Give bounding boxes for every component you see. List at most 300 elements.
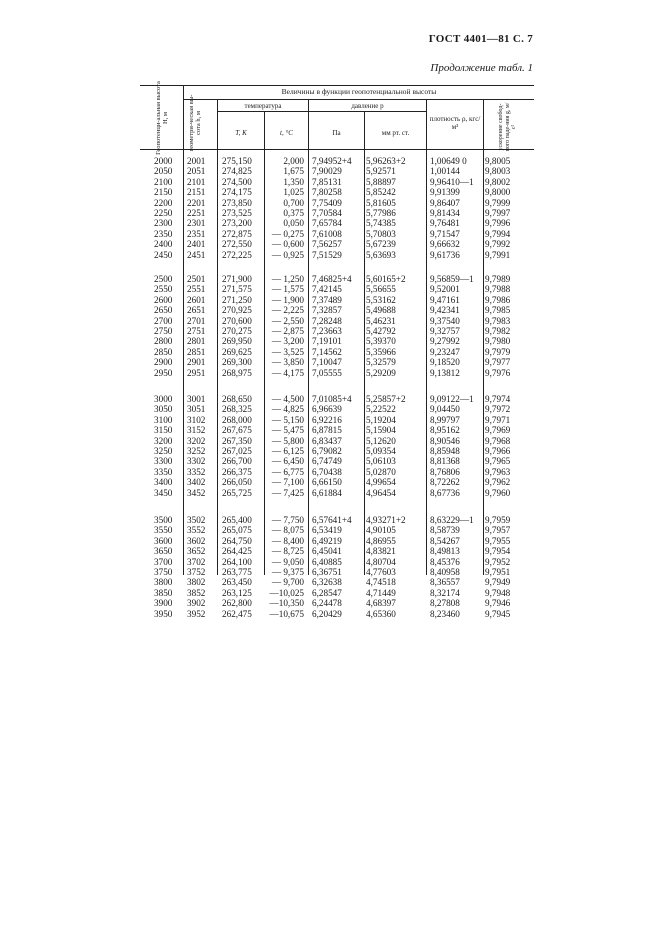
table-row — [140, 218, 534, 228]
temperature-c-cell: — 8,075 — [271, 525, 304, 536]
density-cell: 9,91399 — [430, 187, 460, 198]
geopotential-height-cell: 2100 — [154, 176, 173, 187]
temperature-c-cell: — 3,200 — [271, 336, 304, 347]
temperature-k-cell: 267,675 — [222, 425, 252, 436]
density-cell: 8,85948 — [430, 445, 460, 456]
gravity-cell: 9,7954 — [485, 546, 511, 557]
gravity-cell: 9,7991 — [485, 249, 511, 260]
temperature-c-cell: — 3,525 — [271, 346, 304, 357]
gravity-cell: 9,7960 — [485, 487, 511, 498]
temperature-c-cell: — 2,225 — [271, 305, 304, 316]
table-row — [140, 229, 534, 239]
temperature-k-cell: 263,450 — [222, 577, 252, 588]
pressure-mmhg-cell: 4,93271+2 — [366, 515, 406, 525]
temperature-k-cell: 274,500 — [222, 176, 252, 187]
geometric-height-cell: 2351 — [187, 228, 206, 239]
geometric-height-cell: 3152 — [187, 425, 206, 436]
temperature-k-cell: 272,875 — [222, 228, 252, 239]
gravity-cell: 9,7962 — [485, 477, 511, 488]
pressure-header: давление p — [351, 102, 384, 110]
temperature-c-cell: — 6,775 — [271, 466, 304, 477]
temperature-k-cell: 274,175 — [222, 187, 252, 198]
pressure-pa-cell: 6,66150 — [312, 477, 342, 488]
density-cell: 8,49813 — [430, 546, 460, 557]
pressure-pa-cell: 7,61008 — [312, 228, 342, 239]
pressure-pa-cell: 6,92216 — [312, 414, 342, 425]
gravity-cell: 9,7959 — [485, 515, 511, 525]
pressure-pa-cell: 7,65784 — [312, 218, 342, 229]
pressure-mmhg-cell: 5,49688 — [366, 305, 396, 316]
geopotential-height-cell: 3550 — [154, 525, 173, 536]
temperature-c-cell: — 0,600 — [271, 239, 304, 250]
table-row — [140, 598, 534, 608]
temperature-k-cell: 263,125 — [222, 587, 252, 598]
temperature-c-cell: — 8,400 — [271, 535, 304, 546]
gravity-cell: 9,7946 — [485, 598, 511, 609]
geopotential-height-cell: 3000 — [154, 394, 173, 404]
pressure-mmhg-cell: 5,92571 — [366, 166, 396, 177]
pressure-pa-cell: 7,90029 — [312, 166, 342, 177]
table-row — [140, 577, 534, 587]
geopotential-height-cell: 2700 — [154, 315, 173, 326]
gravity-cell: 9,7957 — [485, 525, 511, 536]
density-cell: 8,99797 — [430, 414, 460, 425]
geopotential-height-cell: 3900 — [154, 598, 173, 609]
table-row — [140, 609, 534, 619]
pressure-pa-cell: 6,87815 — [312, 425, 342, 436]
temperature-c-cell: — 2,550 — [271, 315, 304, 326]
pressure-mmhg-cell: 4,68397 — [366, 598, 396, 609]
geopotential-height-cell: 2800 — [154, 336, 173, 347]
pressure-pa-cell: 7,32857 — [312, 305, 342, 316]
table-row — [140, 588, 534, 598]
table-row — [140, 156, 534, 166]
geopotential-height-cell: 2000 — [154, 156, 173, 166]
gravity-cell: 9,7951 — [485, 566, 511, 577]
geometric-height-cell: 2851 — [187, 346, 206, 357]
gravity-cell: 9,7983 — [485, 315, 511, 326]
temperature-k-cell: 269,625 — [222, 346, 252, 357]
geometric-height-cell: 3402 — [187, 477, 206, 488]
geometric-height-cell: 3602 — [187, 535, 206, 546]
table-top-rule — [140, 85, 534, 86]
geometric-height-cell: 3252 — [187, 445, 206, 456]
geopotential-height-cell: 3800 — [154, 577, 173, 588]
temperature-k-cell: 273,850 — [222, 197, 252, 208]
pressure-mmhg-cell: 5,96263+2 — [366, 156, 406, 166]
row-group — [140, 394, 534, 498]
gravity-cell: 9,7952 — [485, 556, 511, 567]
geopotential-height-cell: 2150 — [154, 187, 173, 198]
density-cell: 9,27992 — [430, 336, 460, 347]
pressure-mmhg-cell: 5,60165+2 — [366, 274, 406, 284]
gravity-cell: 9,7977 — [485, 357, 511, 368]
pressure-pa-cell: 7,80258 — [312, 187, 342, 198]
density-cell: 8,27808 — [430, 598, 460, 609]
pressure-pa-cell: 6,74749 — [312, 456, 342, 467]
temperature-k-cell: 267,350 — [222, 435, 252, 446]
pressure-mmhg-cell: 5,25857+2 — [366, 394, 406, 404]
pressure-mmhg-cell: 5,09354 — [366, 445, 396, 456]
geometric-height-cell: 3652 — [187, 546, 206, 557]
temperature-c-cell: — 3,850 — [271, 357, 304, 368]
temperature-c-cell: 1,675 — [283, 166, 304, 177]
pressure-mmhg-cell: 5,35966 — [366, 346, 396, 357]
pressure-mmhg-cell: 4,65360 — [366, 608, 396, 619]
temperature-c-cell: — 7,100 — [271, 477, 304, 488]
geometric-height-cell: 3502 — [187, 515, 206, 525]
density-cell: 8,76806 — [430, 466, 460, 477]
density-cell: 9,23247 — [430, 346, 460, 357]
pressure-mmhg-cell: 4,96454 — [366, 487, 396, 498]
geometric-height-cell: 3302 — [187, 456, 206, 467]
temperature-c-cell: — 8,725 — [271, 546, 304, 557]
temperature-k-cell: 264,750 — [222, 535, 252, 546]
mm-header: мм рт. ст. — [381, 129, 410, 137]
geopotential-height-cell: 2400 — [154, 239, 173, 250]
pressure-mmhg-cell: 5,88897 — [366, 176, 396, 187]
pressure-mmhg-cell: 5,15904 — [366, 425, 396, 436]
temperature-k-cell: 266,375 — [222, 466, 252, 477]
gravity-cell: 9,7974 — [485, 394, 511, 404]
pressure-pa-cell: 6,53419 — [312, 525, 342, 536]
temperature-c-cell: — 2,875 — [271, 325, 304, 336]
table-row — [140, 295, 534, 305]
geometric-height-cell: 2451 — [187, 249, 206, 260]
table-row — [140, 536, 534, 546]
temperature-k-cell: 268,000 — [222, 414, 252, 425]
geopotential-height-cell: 2650 — [154, 305, 173, 316]
geopotential-height-cell: 2600 — [154, 294, 173, 305]
temperature-k-cell: 269,300 — [222, 357, 252, 368]
table-row — [140, 525, 534, 535]
density-cell: 9,61736 — [430, 249, 460, 260]
density-cell: 9,47161 — [430, 294, 460, 305]
temperature-k-cell: 264,100 — [222, 556, 252, 567]
pressure-mmhg-cell: 4,99654 — [366, 477, 396, 488]
density-cell: 9,81434 — [430, 207, 460, 218]
pressure-pa-cell: 7,75409 — [312, 197, 342, 208]
geopotential-height-cell: 2450 — [154, 249, 173, 260]
row-group — [140, 274, 534, 378]
gravity-cell: 9,8005 — [485, 156, 511, 166]
geometric-height-cell: 2751 — [187, 325, 206, 336]
geopotential-height-cell: 3500 — [154, 515, 173, 525]
table-row — [140, 208, 534, 218]
geometric-height-cell: 3702 — [187, 556, 206, 567]
temperature-k-cell: 262,800 — [222, 598, 252, 609]
temperature-c-cell: 0,375 — [283, 207, 304, 218]
geopotential-height-cell: 2900 — [154, 357, 173, 368]
table-row — [140, 326, 534, 336]
pressure-mmhg-cell: 4,90105 — [366, 525, 396, 536]
density-cell: 8,81368 — [430, 456, 460, 467]
density-cell: 9,32757 — [430, 325, 460, 336]
row-group — [140, 156, 534, 260]
geopotential-height-cell: 3350 — [154, 466, 173, 477]
table-row — [140, 357, 534, 367]
geometric-height-cell: 3802 — [187, 577, 206, 588]
geometric-height-cell: 3001 — [187, 394, 206, 404]
density-cell: 1,00649 0 — [430, 156, 467, 166]
gravity-cell: 9,7986 — [485, 294, 511, 305]
geometric-height-cell: 2301 — [187, 218, 206, 229]
pressure-mmhg-cell: 5,42792 — [366, 325, 396, 336]
pressure-mmhg-cell: 5,39370 — [366, 336, 396, 347]
geopotential-height-cell: 2250 — [154, 207, 173, 218]
pressure-pa-cell: 7,19101 — [312, 336, 342, 347]
pressure-mmhg-cell: 4,77603 — [366, 566, 396, 577]
gravity-cell: 9,8003 — [485, 166, 511, 177]
geopotential-height-cell: 3850 — [154, 587, 173, 598]
temperature-k-cell: 266,700 — [222, 456, 252, 467]
atmosphere-table — [140, 81, 534, 619]
density-cell: 8,67736 — [430, 487, 460, 498]
temperature-c-cell: — 9,050 — [271, 556, 304, 567]
table-row — [140, 177, 534, 187]
pressure-mmhg-cell: 4,80704 — [366, 556, 396, 567]
geometric-height-cell: 2901 — [187, 357, 206, 368]
geopotential-height-cell: 3600 — [154, 535, 173, 546]
pressure-pa-cell: 6,79082 — [312, 445, 342, 456]
geopotential-height-cell: 3400 — [154, 477, 173, 488]
pressure-mmhg-cell: 5,53162 — [366, 294, 396, 305]
table-row — [140, 198, 534, 208]
geopotential-height-cell: 3650 — [154, 546, 173, 557]
pressure-mmhg-cell: 5,67239 — [366, 239, 396, 250]
temperature-c-cell: 0,050 — [283, 218, 304, 229]
density-header: плотность ρ, кгс/м³ — [429, 115, 481, 131]
pressure-pa-cell: 6,83437 — [312, 435, 342, 446]
temperature-k-cell: 271,250 — [222, 294, 252, 305]
density-cell: 8,40958 — [430, 566, 460, 577]
temperature-k-cell: 270,925 — [222, 305, 252, 316]
geometric-height-cell: 2401 — [187, 239, 206, 250]
temperature-c-cell: 1,350 — [283, 176, 304, 187]
temperature-c-cell: — 5,475 — [271, 425, 304, 436]
temperature-k-cell: 269,950 — [222, 336, 252, 347]
table-row — [140, 404, 534, 414]
geopotential-height-cell: 2750 — [154, 325, 173, 336]
gravity-cell: 9,7949 — [485, 577, 511, 588]
pa-header: Па — [332, 129, 341, 137]
table-row — [140, 347, 534, 357]
gravity-cell: 9,7989 — [485, 274, 511, 284]
gravity-cell: 9,7965 — [485, 456, 511, 467]
geometric-height-cell: 2001 — [187, 156, 206, 166]
temperature-c-cell: — 4,175 — [271, 367, 304, 378]
t-header: t, °C — [280, 129, 293, 137]
density-cell: 9,71547 — [430, 228, 460, 239]
temperature-c-cell: — 6,125 — [271, 445, 304, 456]
geometric-height-cell: 3902 — [187, 598, 206, 609]
gravity-cell: 9,7963 — [485, 466, 511, 477]
row-group — [140, 515, 534, 619]
geopotential-height-cell: 3150 — [154, 425, 173, 436]
pressure-pa-cell: 7,85131 — [312, 176, 342, 187]
pressure-mmhg-cell: 5,81605 — [366, 197, 396, 208]
pressure-pa-cell: 7,37489 — [312, 294, 342, 305]
temperature-c-cell: — 9,375 — [271, 566, 304, 577]
table-continuation-label: Продолжение табл. 1 — [430, 62, 533, 74]
temperature-c-cell: — 1,575 — [271, 284, 304, 295]
table-row — [140, 274, 534, 284]
temperature-c-cell: — 5,800 — [271, 435, 304, 446]
temperature-c-cell: — 4,825 — [271, 404, 304, 415]
pressure-pa-cell: 7,01085+4 — [312, 394, 352, 404]
density-cell: 8,58739 — [430, 525, 460, 536]
geometric-height-cell: 2251 — [187, 207, 206, 218]
gravity-cell: 9,7969 — [485, 425, 511, 436]
temperature-k-cell: 264,425 — [222, 546, 252, 557]
table-row — [140, 336, 534, 346]
table-row — [140, 425, 534, 435]
geopotential-height-cell: 3950 — [154, 608, 173, 619]
gravity-cell: 9,7979 — [485, 346, 511, 357]
density-cell: 9,52001 — [430, 284, 460, 295]
table-row — [140, 415, 534, 425]
span-title: Величины в функции геопотенциальной высоты — [281, 87, 437, 96]
pressure-mmhg-cell: 5,74385 — [366, 218, 396, 229]
pressure-mmhg-cell: 4,86955 — [366, 535, 396, 546]
pressure-pa-cell: 7,42145 — [312, 284, 342, 295]
temperature-k-cell: 272,550 — [222, 239, 252, 250]
density-cell: 9,09122—1 — [430, 394, 474, 404]
geopotential-height-cell: 2050 — [154, 166, 173, 177]
table-row — [140, 239, 534, 249]
gravity-cell: 9,7955 — [485, 535, 511, 546]
temperature-k-cell: 272,225 — [222, 249, 252, 260]
geometric-height-cell: 3952 — [187, 608, 206, 619]
geometric-height-cell: 3452 — [187, 487, 206, 498]
geopotential-height-cell: 2500 — [154, 274, 173, 284]
pressure-mmhg-cell: 5,46231 — [366, 315, 396, 326]
pressure-mmhg-cell: 5,32579 — [366, 357, 396, 368]
geometric-height-cell: 2951 — [187, 367, 206, 378]
gravity-cell: 9,7971 — [485, 414, 511, 425]
temperature-k-cell: 273,525 — [222, 207, 252, 218]
density-cell: 9,96410—1 — [430, 176, 474, 187]
table-row — [140, 456, 534, 466]
temperature-k-cell: 262,475 — [222, 608, 252, 619]
pressure-pa-cell: 6,61884 — [312, 487, 342, 498]
temperature-c-cell: — 0,275 — [271, 228, 304, 239]
temperature-k-cell: 271,575 — [222, 284, 252, 295]
subgroup-rule — [218, 111, 426, 112]
geopotential-height-cell: 3450 — [154, 487, 173, 498]
table-row — [140, 488, 534, 498]
geometric-height-cell: 2801 — [187, 336, 206, 347]
pressure-pa-cell: 7,94952+4 — [312, 156, 352, 166]
temperature-k-cell: 270,275 — [222, 325, 252, 336]
density-cell: 9,42341 — [430, 305, 460, 316]
density-cell: 9,13812 — [430, 367, 460, 378]
temperature-k-cell: 265,725 — [222, 487, 252, 498]
temperature-k-cell: 270,600 — [222, 315, 252, 326]
table-row — [140, 567, 534, 577]
pressure-mmhg-cell: 5,70803 — [366, 228, 396, 239]
temperature-c-cell: — 9,700 — [271, 577, 304, 588]
gravity-cell: 9,7994 — [485, 228, 511, 239]
geopotential-height-cell: 2550 — [154, 284, 173, 295]
gravity-cell: 9,7966 — [485, 445, 511, 456]
density-cell: 8,95162 — [430, 425, 460, 436]
pressure-mmhg-cell: 5,06103 — [366, 456, 396, 467]
temperature-k-cell: 268,975 — [222, 367, 252, 378]
pressure-pa-cell: 6,28547 — [312, 587, 342, 598]
geometric-height-cell: 2651 — [187, 305, 206, 316]
table-row — [140, 515, 534, 525]
geometric-height-cell: 2151 — [187, 187, 206, 198]
geometric-height-header: геометри-ческая вы-сота h, м — [188, 94, 202, 152]
table-row — [140, 187, 534, 197]
pressure-pa-cell: 6,57641+4 — [312, 515, 352, 525]
geopotential-height-cell: 3050 — [154, 404, 173, 415]
temperature-c-cell: — 5,150 — [271, 414, 304, 425]
density-cell: 9,66632 — [430, 239, 460, 250]
geopotential-height-cell: 3200 — [154, 435, 173, 446]
table-row — [140, 250, 534, 260]
temperature-c-cell: — 1,250 — [271, 274, 304, 284]
temperature-k-cell: 268,650 — [222, 394, 252, 404]
geopotential-height-cell: 3300 — [154, 456, 173, 467]
temperature-k-cell: 274,825 — [222, 166, 252, 177]
geometric-height-cell: 2201 — [187, 197, 206, 208]
temperature-k-cell: 266,050 — [222, 477, 252, 488]
gravity-cell: 9,7982 — [485, 325, 511, 336]
table-row — [140, 546, 534, 556]
density-cell: 8,32174 — [430, 587, 460, 598]
geometric-height-cell: 3852 — [187, 587, 206, 598]
table-row — [140, 477, 534, 487]
density-cell: 9,37540 — [430, 315, 460, 326]
density-cell: 9,86407 — [430, 197, 460, 208]
temperature-c-cell: — 7,425 — [271, 487, 304, 498]
geopotential-height-cell: 2200 — [154, 197, 173, 208]
geometric-height-cell: 3352 — [187, 466, 206, 477]
density-cell: 9,18520 — [430, 357, 460, 368]
pressure-pa-cell: 6,49219 — [312, 535, 342, 546]
gravity-cell: 9,7945 — [485, 608, 511, 619]
temperature-k-cell: 271,900 — [222, 274, 252, 284]
temperature-k-cell: 263,775 — [222, 566, 252, 577]
temperature-c-cell: —10,350 — [269, 598, 304, 609]
temperature-c-cell: — 0,925 — [271, 249, 304, 260]
temperature-c-cell: 2,000 — [283, 156, 304, 166]
geometric-height-cell: 3051 — [187, 404, 206, 415]
pressure-mmhg-cell: 5,12620 — [366, 435, 396, 446]
pressure-pa-cell: 6,36751 — [312, 566, 342, 577]
pressure-mmhg-cell: 5,02870 — [366, 466, 396, 477]
gravity-cell: 9,8000 — [485, 187, 511, 198]
pressure-mmhg-cell: 4,83821 — [366, 546, 396, 557]
pressure-pa-cell: 6,24478 — [312, 598, 342, 609]
temperature-c-cell: —10,025 — [269, 587, 304, 598]
gravity-cell: 9,7999 — [485, 197, 511, 208]
table-row — [140, 305, 534, 315]
gravity-cell: 9,7992 — [485, 239, 511, 250]
temperature-c-cell: —10,675 — [269, 608, 304, 619]
gravity-cell: 9,7980 — [485, 336, 511, 347]
table-row — [140, 284, 534, 294]
temperature-c-cell: — 4,500 — [271, 394, 304, 404]
gravity-cell: 9,7968 — [485, 435, 511, 446]
geopotential-height-cell: 3700 — [154, 556, 173, 567]
pressure-pa-cell: 6,40885 — [312, 556, 342, 567]
table-row — [140, 467, 534, 477]
pressure-pa-cell: 7,28248 — [312, 315, 342, 326]
pressure-pa-cell: 7,05555 — [312, 367, 342, 378]
